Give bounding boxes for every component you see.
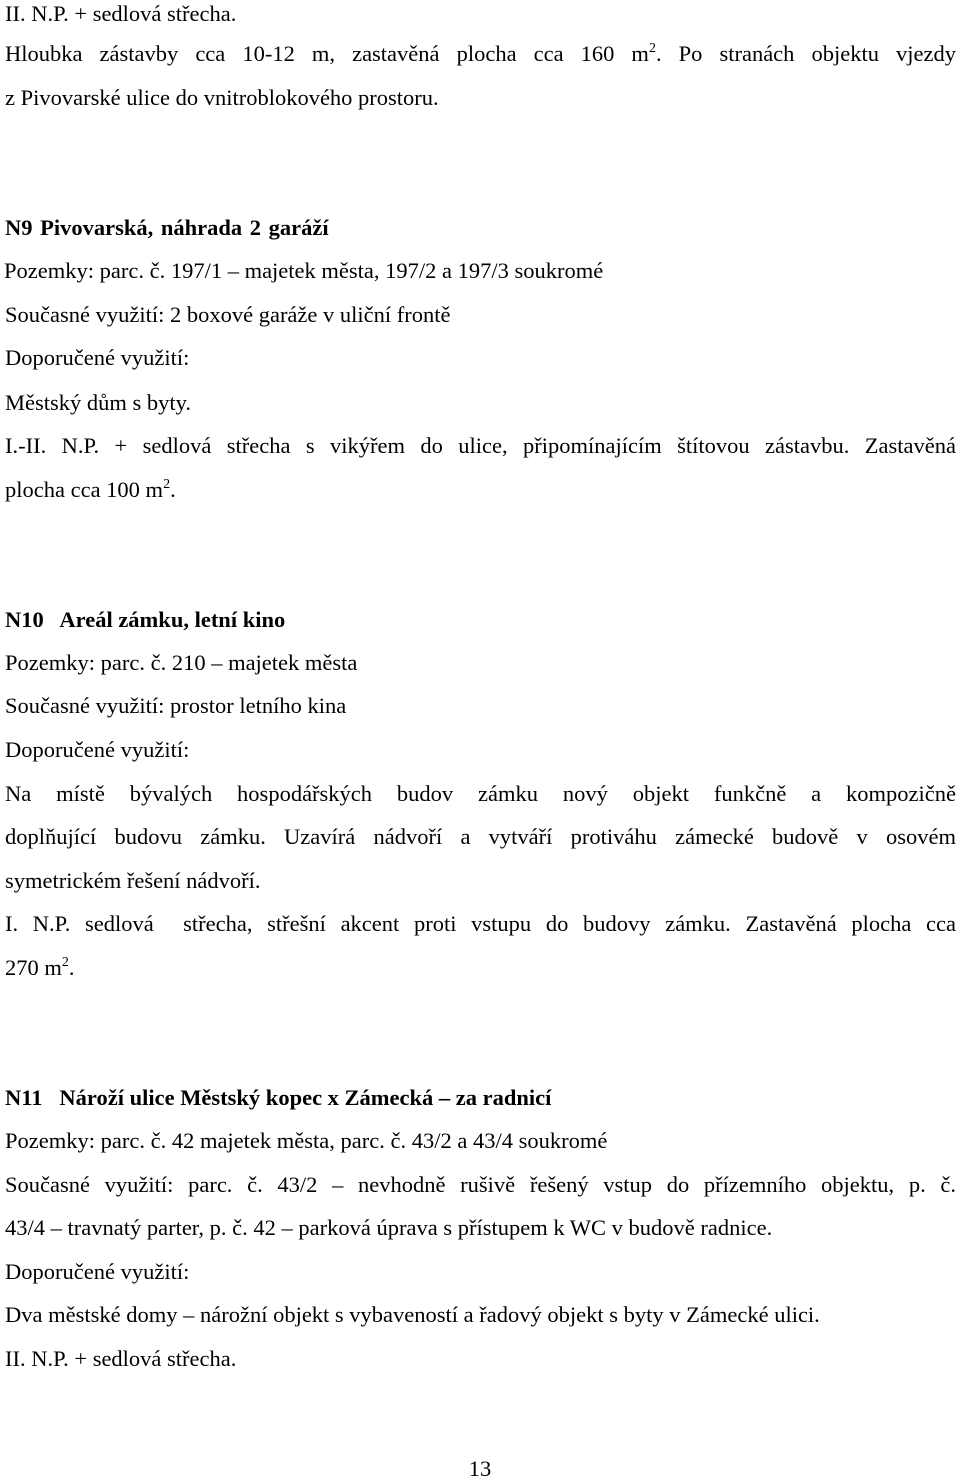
intro-line-3: z Pivovarské ulice do vnitroblokového prostoru. bbox=[5, 85, 439, 110]
n11-heading: N11 Nároží ulice Městský kopec x Zámecká – za radnicí bbox=[5, 1085, 552, 1110]
superscript-2: 2 bbox=[648, 41, 656, 56]
n9-rec-line-1: Městský dům s byty. bbox=[5, 390, 192, 415]
page-number: 13 bbox=[468, 1456, 492, 1481]
n10-rec-line-1: Na místě bývalých hospodářských budov zámku nový objekt funkčně a kompozičně bbox=[5, 781, 956, 806]
n10-rec-line-5 bbox=[5, 955, 75, 981]
n10-rec-line-5-text-a: 270 m bbox=[5, 955, 62, 980]
n10-rec-line-3: symetrickém řešení nádvoří. bbox=[5, 868, 261, 893]
intro-line-2 bbox=[5, 41, 956, 67]
n9-current-use: Současné využití: 2 boxové garáže v uliční frontě bbox=[5, 302, 451, 327]
n11-rec-line-1: Dva městské domy – nárožní objekt s vybaveností a řadový objekt s byty v Zámecké ulici. bbox=[5, 1302, 820, 1327]
intro-line-1: II. N.P. + sedlová střecha. bbox=[5, 1, 237, 26]
n9-recommended-label: Doporučené využití: bbox=[5, 345, 190, 370]
n9-rec-line-3-text-b: . bbox=[170, 477, 176, 502]
superscript-2: 2 bbox=[163, 477, 171, 492]
intro-line-2-text-b: . Po stranách objektu vjezdy bbox=[655, 41, 957, 66]
n11-recommended-label: Doporučené využití: bbox=[5, 1259, 190, 1284]
superscript-2: 2 bbox=[61, 955, 69, 970]
n11-current-use-line-2: 43/4 – travnatý parter, p. č. 42 – parková úprava s přístupem k WC v budově radnice. bbox=[5, 1215, 773, 1240]
n11-rec-line-2: II. N.P. + sedlová střecha. bbox=[5, 1346, 237, 1371]
intro-line-2-text-a: Hloubka zástavby cca 10-12 m, zastavěná plocha cca 160 m bbox=[5, 41, 649, 66]
n10-rec-line-5-text-b: . bbox=[68, 955, 75, 980]
n10-parcels: Pozemky: parc. č. 210 – majetek města bbox=[5, 650, 358, 675]
n10-current-use: Současné využití: prostor letního kina bbox=[5, 693, 347, 718]
n11-current-use-line-1: Současné využití: parc. č. 43/2 – nevhodně rušivě řešený vstup do přízemního objektu, p. č. bbox=[5, 1172, 956, 1197]
n9-rec-line-2: I.-II. N.P. + sedlová střecha s vikýřem do ulice, připomínajícím štítovou zástavbu. Zastavěná bbox=[5, 433, 956, 458]
n9-rec-line-3-text-a: plocha cca 100 m bbox=[5, 477, 164, 502]
n10-rec-line-4: I. N.P. sedlová střecha, střešní akcent proti vstupu do budovy zámku. Zastavěná plocha cca bbox=[5, 911, 956, 936]
n9-heading: N9 Pivovarská, náhrada 2 garáží bbox=[5, 215, 329, 240]
n11-parcels: Pozemky: parc. č. 42 majetek města, parc. č. 43/2 a 43/4 soukromé bbox=[5, 1128, 608, 1153]
n10-heading: N10 Areál zámku, letní kino bbox=[5, 607, 286, 632]
n9-rec-line-3 bbox=[5, 477, 176, 503]
n10-rec-line-2: doplňující budovu zámku. Uzavírá nádvoří a vytváří protiváhu zámecké budově v osovém bbox=[5, 824, 956, 849]
n9-parcels: Pozemky: parc. č. 197/1 – majetek města, 197/2 a 197/3 soukromé bbox=[4, 258, 604, 283]
n10-recommended-label: Doporučené využití: bbox=[5, 737, 190, 762]
